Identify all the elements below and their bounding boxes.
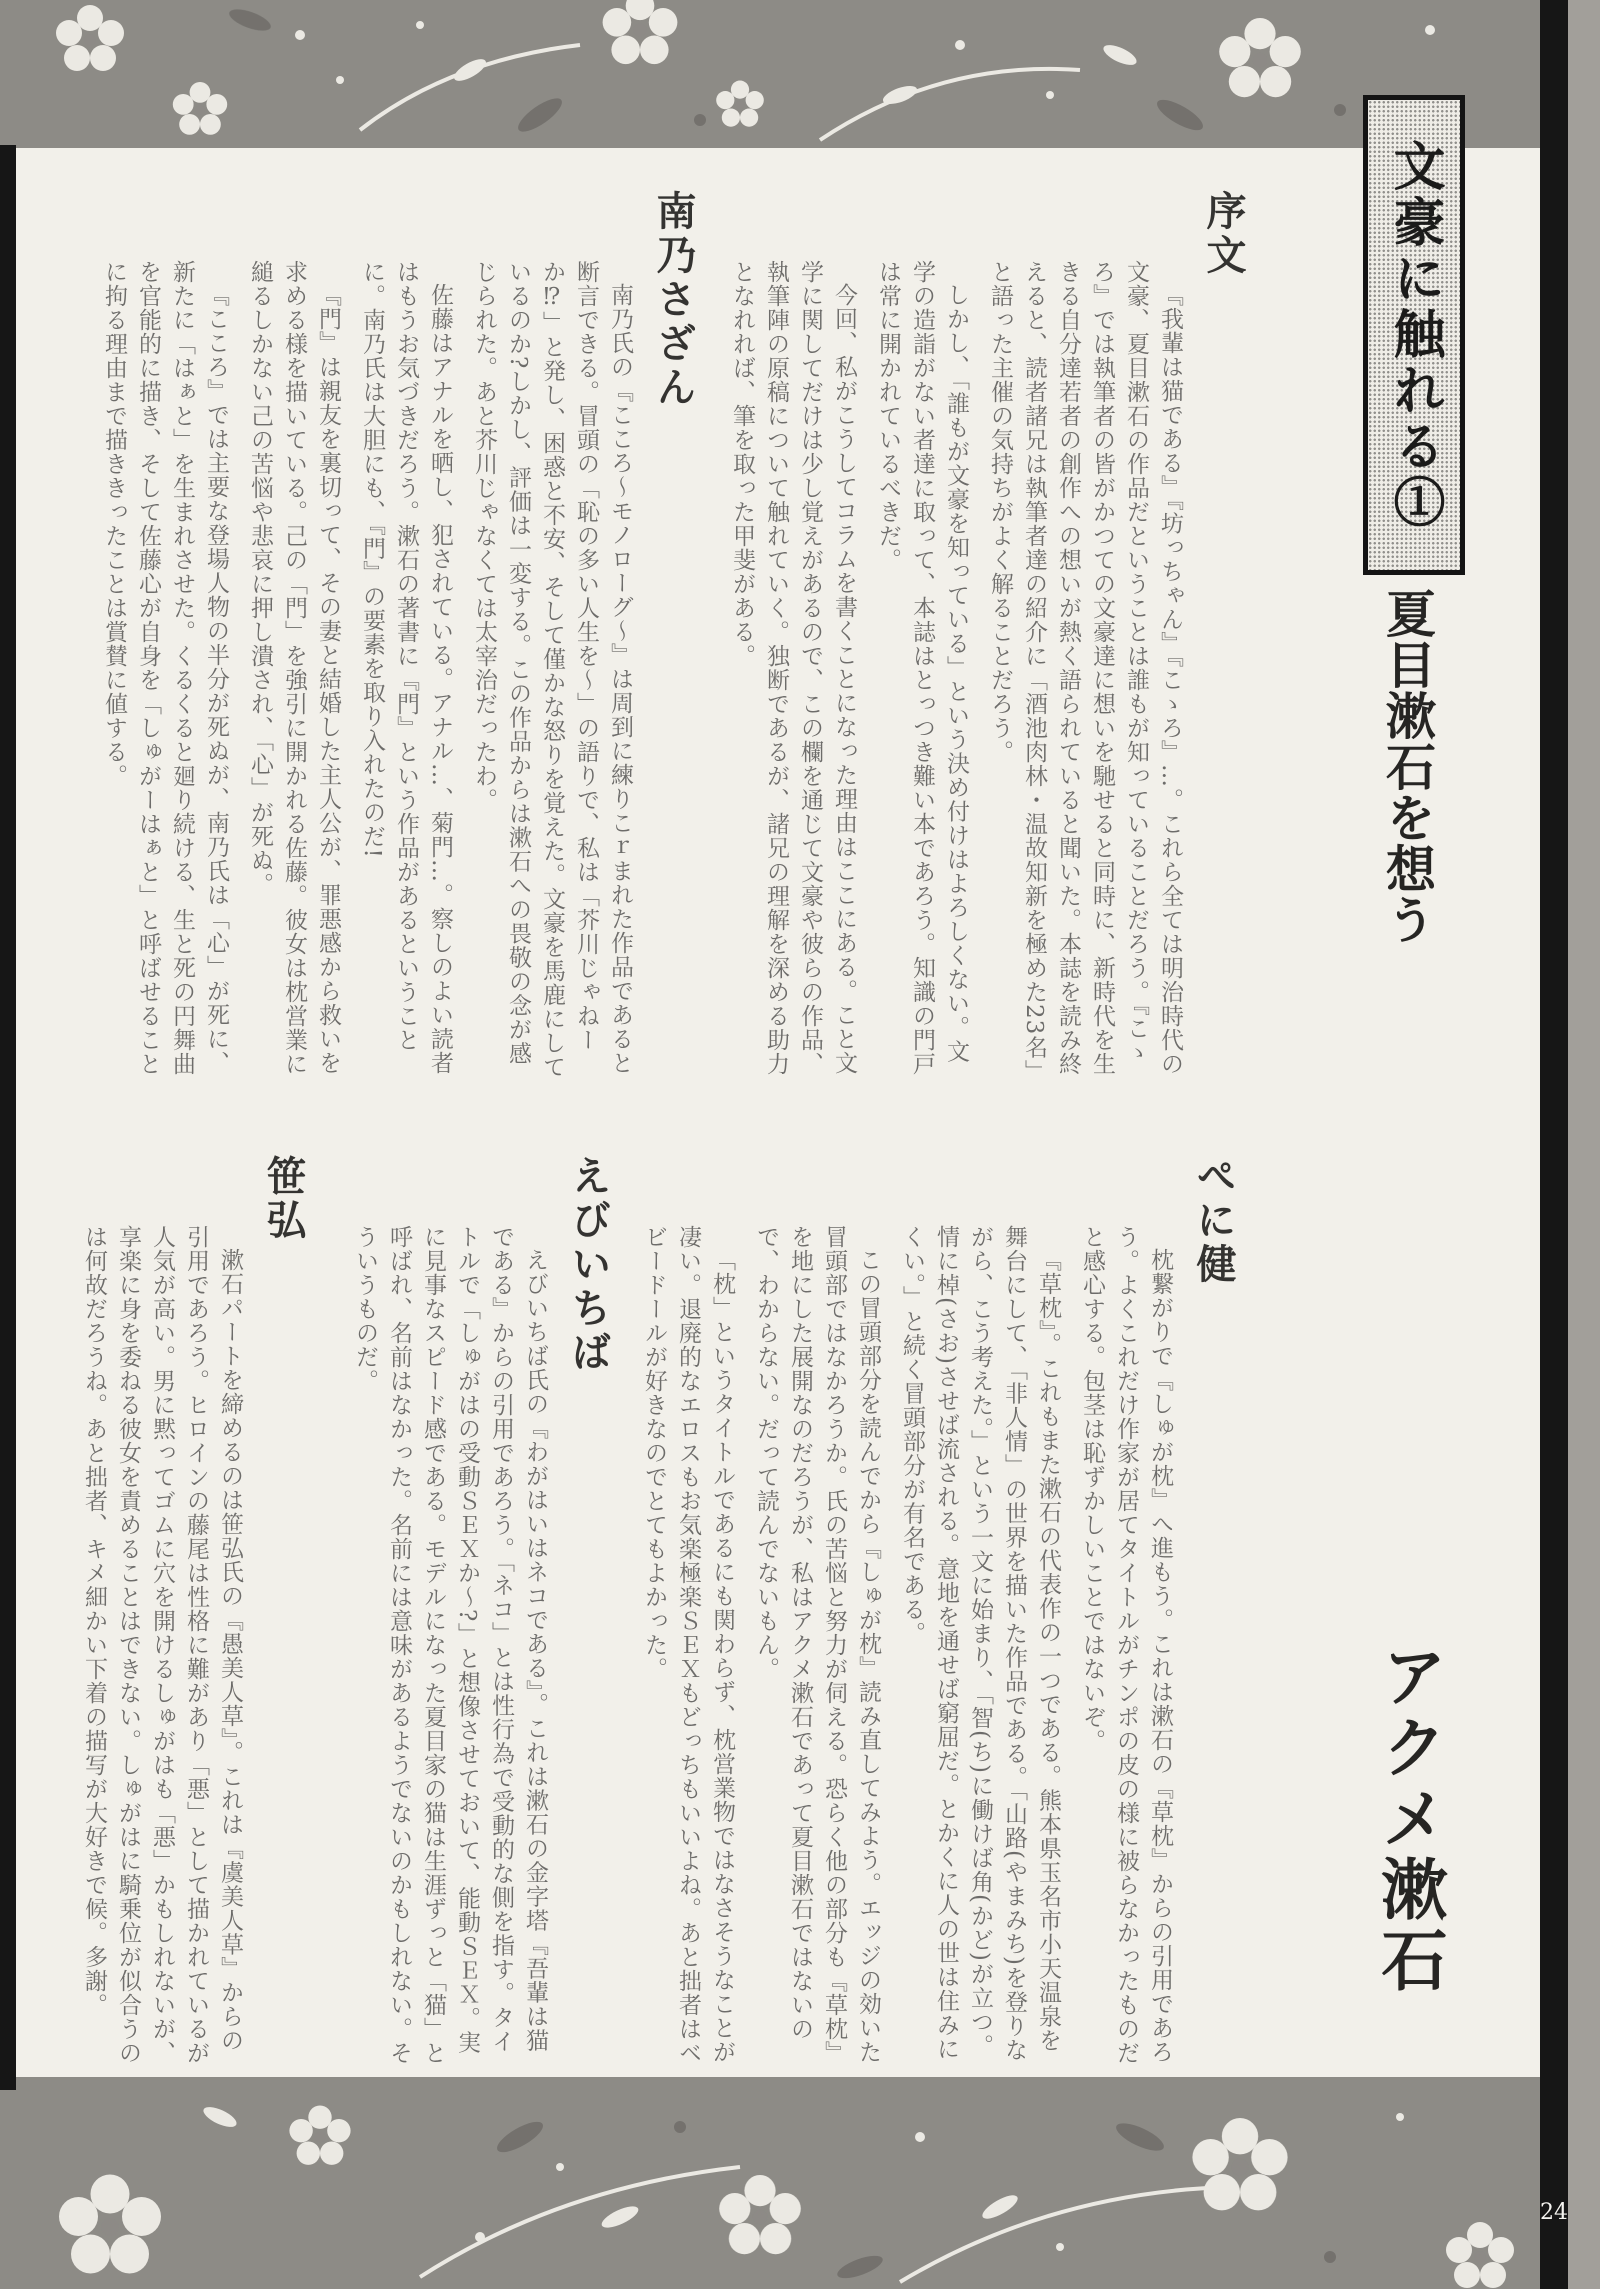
series-title: 文豪に触れる① (1384, 139, 1445, 531)
section-heading: 序文 (1200, 190, 1247, 278)
section-body (348, 1155, 552, 2075)
section-sasahiro (67, 1155, 305, 2075)
section-heading: 笹弘 (260, 1155, 307, 1243)
floral-pattern-top (0, 0, 1600, 148)
paragraph: 南乃氏の『こころ〜モノローグ〜』は周到に練りこｒまれた作品であると断言できる。冒頭の「恥の多い人生を〜」の語りで、私は「芥川じゃねーか⁉」と発し、困惑と不安、そして僅かな怒りを覚えた。文豪を馬鹿にしているのか?しかし、評価は一変する。この作品からは漱石への畏敬の念が感じられた。あと芥川じゃなくては太宰治だったわ。 (471, 260, 633, 1079)
section-body (725, 190, 1187, 1080)
page-number: 24 (1540, 2200, 1568, 2225)
paragraph: 『こころ』では主要な登場人物の半分が死ぬが、南乃氏は「心」が死に、新たに「はぁと」を生まれさせた。くるくると廻り続ける、生と死の円舞曲を官能的に描き、そして佐藤心が自身を「しゅがーはぁと」と呼ばせることに拘る理由まで描ききったことは賞賛に値する。 (101, 260, 229, 1076)
section-heading: えびいちば (565, 1155, 612, 1375)
section-heading: ぺに健 (1190, 1155, 1237, 1287)
paragraph: この冒頭部分を読んでから『しゅが枕』読み直してみよう。エッジの効いた冒頭部ではなかろうか。氏の苦悩と努力が伺える。恐らく他の部分も『草枕』を地にした展開なのだろうが、私はアクメ漱石であって夏目漱石ではないので、わからない。だって読んでないもん。 (753, 1225, 881, 2065)
left-edge-bar (0, 145, 16, 2090)
page-edge-strip (1568, 0, 1600, 2289)
paragraph: 『門』は親友を裏切って、その妻と結婚した主人公が、罪悪感から救いを求める様を描いている。己の「門」を強引に開かれる佐藤。彼女は枕営業に縋るしかない己の苦悩や悲哀に押し潰され、「心」が死ぬ。 (247, 260, 341, 1076)
paragraph: 『我輩は猫である』『坊っちゃん』『こゝろ』…。これら全ては明治時代の文豪、夏目漱石の作品だということは誰もが知っていることだろう。『こゝろ』では執筆者の皆がかつての文豪達に想いを馳せると同時に、新時代を生きる自分達若者の創作への想いが熱く語られていると聞いた。本誌を読み終えると、読者諸兄は執筆者達の紹介に「酒池肉林・温故知新を極めた23名」と語った主催の気持ちがよく解ることだろう。 (987, 260, 1183, 1076)
paragraph: えびいちば氏の『わがはいはネコである』。これは漱石の金字塔『吾輩は猫である』からの引用であろう。「ネコ」とは性行為で受動的な側を指す。タイトルで「しゅがはの受動ＳＥＸか〜?」と想像させておいて、能動ＳＥＸ。実に見事なスピード感である。モデルになった夏目家の猫は生涯ずっと「猫」と呼ばれ、名前はなかった。名前には意味があるようでないのかもしれない。そういうものだ。 (352, 1225, 548, 2065)
section-body (77, 1155, 247, 2075)
right-edge-bar (1540, 0, 1568, 2289)
paragraph: 今回、私がこうしてコラムを書くことになった理由はここにある。こと文学に関してだけは少し覚えがあるので、この欄を通じて文豪や彼らの作品、執筆陣の原稿について触れていく。独断であるが、諸兄の理解を深める助力となれれば、筆を取った甲斐がある。 (729, 260, 857, 1076)
paragraph: 漱石パートを締めるのは笹弘氏の『愚美人草』。これは『虞美人草』からの引用であろう。ヒロインの藤尾は性格に難があり「悪」として描かれているが人気が高い。男に黙ってゴムに穴を開けるしゅがはも「悪」かもしれないが、享楽に身を委ねる彼女を責めることはできない。しゅがはに騎乗位が似合うのは何故だろうね。あと拙者、キメ細かい下着の描写が大好きで候。多謝。 (81, 1225, 243, 2065)
paragraph: 枕繋がりで『しゅが枕』へ進もう。これは漱石の『草枕』からの引用であろう。よくこれだけ作家が居てタイトルがチンポの皮の様に被らなかったものだと感心する。包茎は恥ずかしいことではないぞ。 (1079, 1225, 1173, 2065)
section-body (637, 1155, 1177, 2075)
paragraph: しかし、「誰もが文豪を知っている」という決め付けはよろしくない。文学の造詣がない者達に取って、本誌はとっつき難い本であろう。知識の門戸は常に開かれているべきだ。 (875, 260, 969, 1076)
paragraph: 『草枕』。これもまた漱石の代表作の一つである。熊本県玉名市小天温泉を舞台にして、「非人情」の世界を描いた作品である。「山路(やまみち)を登りながら、こう考えた。」という一文に始まり、「智(ち)に働けば角(かど)が立つ。情に棹(さお)させば流される。意地を通せば窮屈だ。とかくに人の世は住みにくい。」と続く冒頭部分が有名である。 (899, 1225, 1061, 2062)
footer-title: アクメ漱石 (1370, 1642, 1448, 1997)
section-heading: 南乃さざん (650, 190, 697, 410)
floral-pattern-bottom (0, 2077, 1600, 2289)
series-title-box (1363, 95, 1465, 575)
section-minano-sazan (87, 190, 695, 1080)
section-body (97, 190, 637, 1080)
page-title: 夏目漱石を想う (1378, 588, 1437, 945)
section-ebiichiba (338, 1155, 610, 2075)
paragraph: 「枕」というタイトルであるにも関わらず、枕営業物ではなさそうなことが凄い。退廃的なエロスもお気楽極楽ＳＥＸもどっちもいいよね。あと拙者はベビードールが好きなのでとてもよかった。 (641, 1225, 735, 2065)
section-penike (627, 1155, 1235, 2075)
paragraph: 佐藤はアナルを晒し、犯されている。アナル…、菊門…。察しのよい読者はもうお気づきだろう。漱石の著書に『門』という作品があるということに。南乃氏は大胆にも、『門』の要素を取り入れたのだ! (359, 260, 453, 1075)
section-jobun (715, 190, 1245, 1080)
